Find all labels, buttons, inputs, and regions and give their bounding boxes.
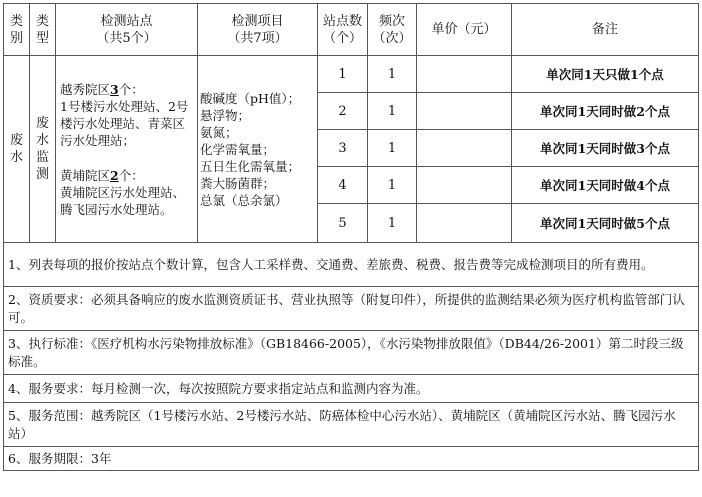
monitoring-quotation-table xyxy=(3,3,699,471)
item-ph: 酸碱度（pH值）； xyxy=(200,90,301,106)
huangpu-sites-list: 黄埔院区污水处理站、腾飞园污水处理站。 xyxy=(60,184,186,217)
row-2-unit-price[interactable] xyxy=(417,93,512,130)
footnote-standard: 3、执行标准：《医疗机构水污染物排放标准》（GB18466-2005），《水污染物排放限值》（DB44/26-2001）第二时段三级标准。 xyxy=(4,331,699,375)
row-4-unit-price[interactable] xyxy=(417,167,512,204)
row-1-remark: 单次同1天只做1个点 xyxy=(512,56,699,93)
row-4-frequency: 1 xyxy=(368,167,417,204)
footnote-service-scope: 5、服务范围：越秀院区（1号楼污水站、2号楼污水站、防癌体检中心污水站）、黄埔院区（黄埔院区污水站、腾飞园污水站） xyxy=(4,403,699,447)
row-3-unit-price[interactable] xyxy=(417,130,512,167)
header-sites: 检测站点 （共5个） xyxy=(56,4,198,56)
footnote-service-period: 6、服务期限：3年 xyxy=(4,447,699,471)
row-1-site-count: 1 xyxy=(318,56,368,93)
item-cod: 化学需氧量； xyxy=(200,141,276,157)
header-type: 类型 xyxy=(30,4,56,56)
row-3-site-count: 3 xyxy=(318,130,368,167)
yuexiu-sites: 越秀院区3个： xyxy=(60,81,144,97)
huangpu-sites: 黄埔院区2个： xyxy=(60,167,144,183)
row-5-frequency: 1 xyxy=(368,204,417,243)
header-unit-price: 单价（元） xyxy=(417,4,512,56)
footnote-service-requirement: 4、服务要求：每月检测一次，每次按照院方要求指定站点和监测内容为准。 xyxy=(4,375,699,403)
header-frequency: 频次 （次） xyxy=(368,4,417,56)
row-1-unit-price[interactable] xyxy=(417,56,512,93)
row-4-remark: 单次同1天同时做4个点 xyxy=(512,167,699,204)
header-row xyxy=(4,4,699,56)
yuexiu-sites-list: 1号楼污水处理站、2号楼污水处理站、青菜区污水处理站； xyxy=(60,98,189,148)
header-category: 类别 xyxy=(4,4,30,56)
data-row-1 xyxy=(4,56,699,93)
category-cell: 废水 xyxy=(4,56,30,243)
row-2-site-count: 2 xyxy=(318,93,368,130)
row-5-site-count: 5 xyxy=(318,204,368,243)
row-3-frequency: 1 xyxy=(368,130,417,167)
type-cell: 废水监测 xyxy=(30,56,56,243)
item-ammonia: 氨氮； xyxy=(200,124,238,140)
footnote-qualification: 2、资质要求：必须具备响应的废水监测资质证书、营业执照等（附复印件），所提供的监测结果必须为医疗机构监管部门认可。 xyxy=(4,287,699,331)
items-cell xyxy=(198,56,318,243)
row-2-frequency: 1 xyxy=(368,93,417,130)
header-site-count: 站点数 （个） xyxy=(318,4,368,56)
row-5-remark: 单次同1天同时做5个点 xyxy=(512,204,699,243)
row-2-remark: 单次同1天同时做2个点 xyxy=(512,93,699,130)
header-remarks: 备注 xyxy=(512,4,699,56)
row-3-remark: 单次同1天同时做3个点 xyxy=(512,130,699,167)
header-items: 检测项目 （共7项） xyxy=(198,4,318,56)
row-4-site-count: 4 xyxy=(318,167,368,204)
row-1-frequency: 1 xyxy=(368,56,417,93)
footnote-pricing: 1、列表每项的报价按站点个数计算，包含人工采样费、交通费、差旅费、税费、报告费等完成检测项目的所有费用。 xyxy=(4,243,699,287)
item-chlorine: 总氯（总余氯） xyxy=(200,192,288,208)
item-suspended-solids: 悬浮物； xyxy=(200,107,251,123)
item-coliform: 粪大肠菌群； xyxy=(200,175,276,191)
item-bod5: 五日生化需氧量； xyxy=(200,158,301,174)
row-5-unit-price[interactable] xyxy=(417,204,512,243)
sites-cell xyxy=(56,56,198,243)
